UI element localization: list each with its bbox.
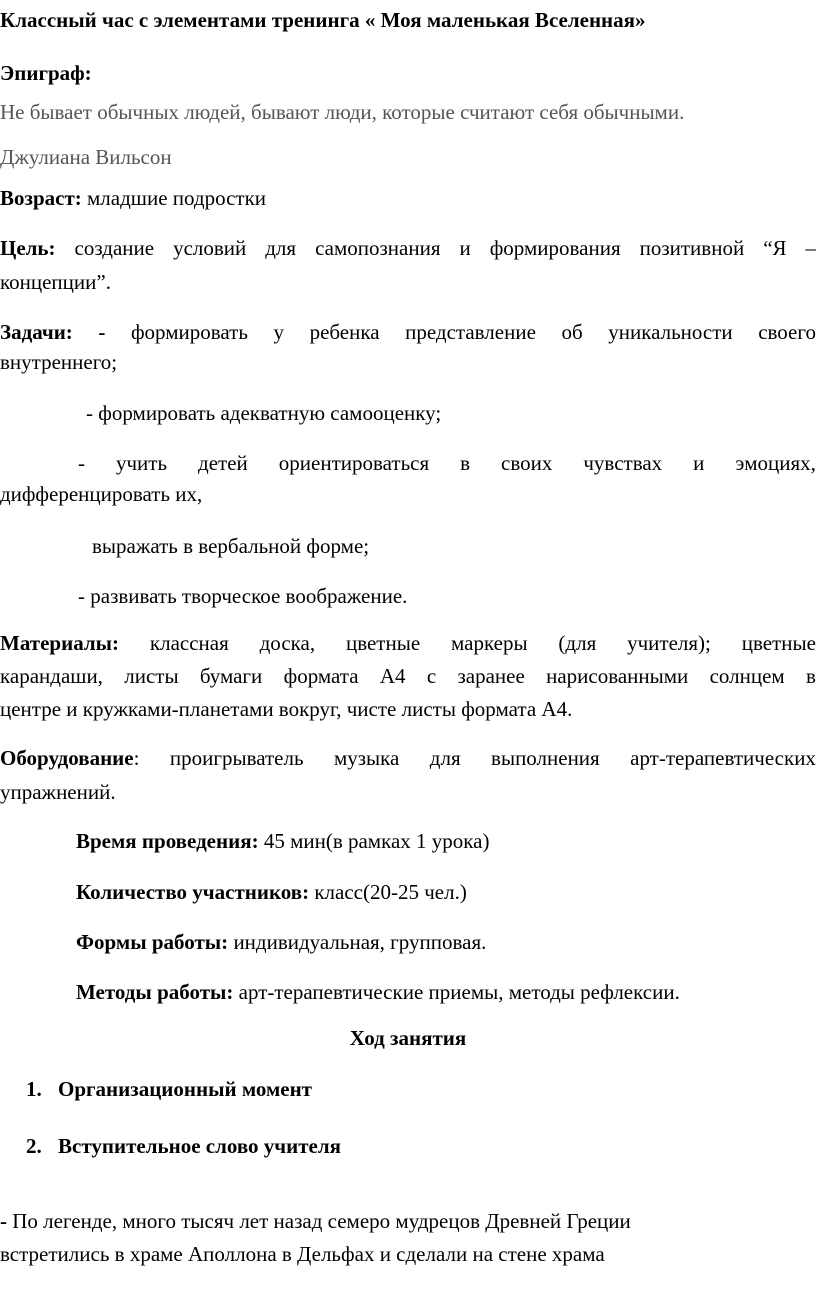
tasks-word: об xyxy=(561,320,583,344)
task-word: учить xyxy=(115,451,168,475)
materials-word: формата xyxy=(283,664,359,688)
equipment-line-2: упражнений. xyxy=(0,780,116,804)
tasks-label: Задачи: xyxy=(0,320,73,344)
methods-label: Методы работы: xyxy=(76,980,234,1004)
tasks-word: уникальности xyxy=(608,320,733,344)
task-word: чувствах xyxy=(583,451,663,475)
equipment-label: Оборудование xyxy=(0,746,134,770)
methods-line xyxy=(76,980,680,1005)
materials-word: учителя); xyxy=(627,631,711,655)
equipment-word: выполнения xyxy=(491,746,600,770)
materials-line-1 xyxy=(0,631,816,656)
materials-label: Материалы: xyxy=(0,631,120,655)
step-text: Вступительное слово учителя xyxy=(58,1134,342,1158)
course-heading: Ход занятия xyxy=(349,1026,467,1050)
task-word: эмоциях, xyxy=(735,451,816,475)
goal-word: позитивной xyxy=(639,236,745,260)
materials-word: с xyxy=(426,664,437,688)
materials-line-3: центре и кружками-планетами вокруг, чисте листы формата А4. xyxy=(0,697,573,721)
task-item-self-esteem: - формировать адекватную самооценку; xyxy=(86,401,442,425)
document-title: Классный час с элементами тренинга « Моя маленькая Вселенная» xyxy=(0,8,646,32)
methods-value: арт-терапевтические приемы, методы рефлексии. xyxy=(233,980,680,1004)
forms-line xyxy=(76,930,486,955)
goal-line-1 xyxy=(0,236,816,261)
intro-dash: - xyxy=(0,1209,7,1233)
task-item-emotions-line-2: дифференцировать их, xyxy=(0,482,203,506)
task-word: своих xyxy=(501,451,553,475)
task-word: детей xyxy=(198,451,248,475)
step-text: Организационный момент xyxy=(58,1077,312,1101)
participants-value: класс(20-25 чел.) xyxy=(309,880,467,904)
goal-word: “Я xyxy=(763,236,787,260)
age-line xyxy=(0,186,266,211)
intro-line-2: встретились в храме Аполлона в Дельфах и сделали на стене храма xyxy=(0,1242,605,1266)
participants-line xyxy=(76,880,467,905)
goal-word: формирования xyxy=(489,236,621,260)
materials-word: цветные xyxy=(345,631,421,655)
epigraph-quote: Не бывает обычных людей, бывают люди, которые считают себя обычными. xyxy=(0,100,685,124)
equipment-word: для xyxy=(429,746,461,770)
task-item-imagination: - развивать творческое воображение. xyxy=(78,584,408,608)
duration-label: Время проведения: xyxy=(76,829,259,853)
equipment-word: музыка xyxy=(333,746,400,770)
task-item-emotions-line-1 xyxy=(78,451,816,476)
materials-word: цветные xyxy=(741,631,816,655)
equipment-word: проигрыватель xyxy=(169,746,304,770)
task-word: в xyxy=(460,451,471,475)
duration-value: 45 мин(в рамках 1 урока) xyxy=(258,829,490,853)
participants-label: Количество участников: xyxy=(76,880,310,904)
equipment-head xyxy=(0,746,139,771)
tasks-line-2: внутреннего; xyxy=(0,350,118,374)
forms-label: Формы работы: xyxy=(76,930,229,954)
equipment-line-1 xyxy=(0,746,816,771)
equipment-word: арт-терапевтических xyxy=(630,746,816,770)
goal-word: условий xyxy=(173,236,247,260)
materials-word: А4 xyxy=(379,664,406,688)
materials-line-2 xyxy=(0,664,816,689)
materials-word: солнцем xyxy=(709,664,785,688)
materials-word: (для xyxy=(558,631,597,655)
materials-word: доска, xyxy=(259,631,316,655)
task-word: - xyxy=(78,451,85,475)
goal-line-2: концепции”. xyxy=(0,270,111,294)
materials-word: нарисованными xyxy=(546,664,689,688)
step-number: 1. xyxy=(26,1077,42,1101)
materials-word: маркеры xyxy=(451,631,528,655)
tasks-word: - xyxy=(98,320,106,344)
step-2 xyxy=(26,1134,341,1159)
age-value: младшие подростки xyxy=(81,186,267,210)
tasks-word: у xyxy=(273,320,284,344)
tasks-word: формировать xyxy=(130,320,248,344)
goal-word: – xyxy=(805,236,816,260)
task-word: ориентироваться xyxy=(278,451,430,475)
tasks-line-1 xyxy=(0,320,816,345)
epigraph-author: Джулиана Вильсон xyxy=(0,145,172,169)
duration-line xyxy=(76,829,490,854)
materials-word: классная xyxy=(149,631,229,655)
step-number: 2. xyxy=(26,1134,42,1158)
tasks-word: ребенка xyxy=(309,320,380,344)
equipment-colon: : xyxy=(133,746,140,770)
epigraph-label: Эпиграф: xyxy=(0,61,92,85)
intro-text: По легенде, много тысяч лет назад семеро мудрецов Древней Греции xyxy=(7,1209,631,1233)
materials-word: в xyxy=(806,664,816,688)
materials-word: карандаши, xyxy=(0,664,103,688)
forms-value: индивидуальная, групповая. xyxy=(228,930,487,954)
tasks-word: своего xyxy=(758,320,816,344)
age-label: Возраст: xyxy=(0,186,82,210)
goal-word: создание xyxy=(74,236,155,260)
task-item-verbal: выражать в вербальной форме; xyxy=(92,534,370,558)
goal-word: самопознания xyxy=(315,236,441,260)
materials-word: бумаги xyxy=(199,664,263,688)
step-1 xyxy=(26,1077,312,1102)
goal-word: для xyxy=(265,236,297,260)
materials-word: листы xyxy=(124,664,179,688)
goal-word: и xyxy=(459,236,471,260)
materials-word: заранее xyxy=(457,664,525,688)
task-word: и xyxy=(693,451,705,475)
tasks-word: представление xyxy=(405,320,536,344)
goal-label: Цель: xyxy=(0,236,56,260)
intro-line-1 xyxy=(0,1209,631,1234)
